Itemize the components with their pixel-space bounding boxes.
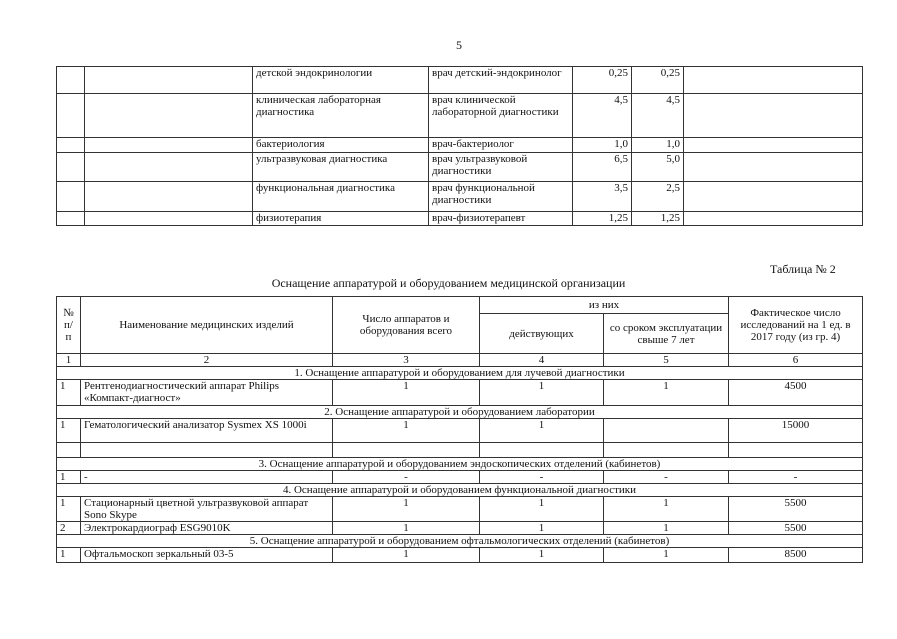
active-cell: 1 bbox=[480, 419, 604, 443]
position-cell: врач ультразвуковой диагностики bbox=[429, 153, 573, 182]
old-cell bbox=[604, 419, 729, 443]
table-row bbox=[57, 153, 863, 182]
col-index: 4 bbox=[480, 354, 604, 367]
value-cell: 1,0 bbox=[573, 138, 632, 153]
active-cell: 1 bbox=[480, 380, 604, 406]
row-num: 1 bbox=[57, 419, 81, 443]
header-row bbox=[57, 297, 863, 314]
col-index: 3 bbox=[333, 354, 480, 367]
section-title: 2. Оснащение аппаратурой и оборудованием лаборатории bbox=[57, 406, 863, 419]
specialty-cell: клиническая лабораторная диагностика bbox=[253, 94, 429, 138]
table-title: Оснащение аппаратурой и оборудованием медицинской организации bbox=[271, 276, 626, 290]
total-cell: 1 bbox=[333, 497, 480, 522]
value-cell: 4,5 bbox=[632, 94, 684, 138]
value-cell: 1,25 bbox=[573, 212, 632, 226]
staff-table bbox=[56, 66, 863, 226]
device-name: Стационарный цветной ультразвуковой аппарат Sono Skype bbox=[81, 497, 333, 522]
actual-cell: 4500 bbox=[729, 380, 863, 406]
header-name: Наименование медицинских изделий bbox=[81, 297, 333, 354]
section-row bbox=[57, 535, 863, 548]
position-cell: врач клинической лабораторной диагностики bbox=[429, 94, 573, 138]
value-cell: 0,25 bbox=[573, 67, 632, 94]
total-cell: - bbox=[333, 471, 480, 484]
total-cell: 1 bbox=[333, 419, 480, 443]
col-index: 2 bbox=[81, 354, 333, 367]
actual-cell: 15000 bbox=[729, 419, 863, 443]
position-cell: врач-бактериолог bbox=[429, 138, 573, 153]
table-row bbox=[57, 522, 863, 535]
active-cell: 1 bbox=[480, 548, 604, 563]
table-label: Таблица № 2 bbox=[770, 262, 836, 276]
header-actual: Фактическое число исследований на 1 ед. в 2017 году (из гр. 4) bbox=[729, 297, 863, 354]
old-cell: 1 bbox=[604, 380, 729, 406]
value-cell: 6,5 bbox=[573, 153, 632, 182]
section-row bbox=[57, 484, 863, 497]
total-cell: 1 bbox=[333, 522, 480, 535]
header-of-them: из них bbox=[480, 297, 729, 314]
value-cell: 0,25 bbox=[632, 67, 684, 94]
table-row bbox=[57, 138, 863, 153]
value-cell: 5,0 bbox=[632, 153, 684, 182]
table-row bbox=[57, 548, 863, 563]
table-row bbox=[57, 380, 863, 406]
specialty-cell: бактериология bbox=[253, 138, 429, 153]
row-num: 1 bbox=[57, 497, 81, 522]
old-cell: 1 bbox=[604, 522, 729, 535]
section-title: 5. Оснащение аппаратурой и оборудованием офтальмологических отделений (кабинетов) bbox=[57, 535, 863, 548]
table-row bbox=[57, 182, 863, 212]
header-total: Число аппаратов и оборудования всего bbox=[333, 297, 480, 354]
value-cell: 4,5 bbox=[573, 94, 632, 138]
specialty-cell: ультразвуковая диагностика bbox=[253, 153, 429, 182]
table-row bbox=[57, 67, 863, 94]
table-row bbox=[57, 443, 863, 458]
device-name: Офтальмоскоп зеркальный 03-5 bbox=[81, 548, 333, 563]
active-cell: - bbox=[480, 471, 604, 484]
total-cell: 1 bbox=[333, 380, 480, 406]
column-index-row bbox=[57, 354, 863, 367]
page-number: 5 bbox=[456, 38, 462, 52]
specialty-cell: функциональная диагностика bbox=[253, 182, 429, 212]
value-cell: 3,5 bbox=[573, 182, 632, 212]
header-old: со сроком эксплуатации свыше 7 лет bbox=[604, 314, 729, 354]
table-row bbox=[57, 497, 863, 522]
position-cell: врач функциональной диагностики bbox=[429, 182, 573, 212]
old-cell: 1 bbox=[604, 497, 729, 522]
old-cell: 1 bbox=[604, 548, 729, 563]
actual-cell: 8500 bbox=[729, 548, 863, 563]
row-num: 1 bbox=[57, 380, 81, 406]
section-title: 4. Оснащение аппаратурой и оборудованием функциональной диагностики bbox=[57, 484, 863, 497]
device-name: Гематологический анализатор Sysmex XS 1000i bbox=[81, 419, 333, 443]
col-index: 5 bbox=[604, 354, 729, 367]
col-index: 1 bbox=[57, 354, 81, 367]
table-row bbox=[57, 471, 863, 484]
total-cell: 1 bbox=[333, 548, 480, 563]
device-name: - bbox=[81, 471, 333, 484]
device-name: Электрокардиограф ESG9010K bbox=[81, 522, 333, 535]
device-name: Рентгенодиагностический аппарат Philips «Компакт-диагност» bbox=[81, 380, 333, 406]
value-cell: 1,0 bbox=[632, 138, 684, 153]
specialty-cell: детской эндокринологии bbox=[253, 67, 429, 94]
actual-cell: 5500 bbox=[729, 497, 863, 522]
specialty-cell: физиотерапия bbox=[253, 212, 429, 226]
header-active: действующих bbox=[480, 314, 604, 354]
section-title: 3. Оснащение аппаратурой и оборудованием эндоскопических отделений (кабинетов) bbox=[57, 458, 863, 471]
row-num: 1 bbox=[57, 548, 81, 563]
position-cell: врач детский-эндокринолог bbox=[429, 67, 573, 94]
header-num: № п/ п bbox=[57, 297, 81, 354]
col-index: 6 bbox=[729, 354, 863, 367]
position-cell: врач-физиотерапевт bbox=[429, 212, 573, 226]
actual-cell: - bbox=[729, 471, 863, 484]
actual-cell: 5500 bbox=[729, 522, 863, 535]
active-cell: 1 bbox=[480, 522, 604, 535]
section-title: 1. Оснащение аппаратурой и оборудованием для лучевой диагностики bbox=[57, 367, 863, 380]
table-row bbox=[57, 419, 863, 443]
section-row bbox=[57, 406, 863, 419]
value-cell: 2,5 bbox=[632, 182, 684, 212]
value-cell: 1,25 bbox=[632, 212, 684, 226]
row-num: 2 bbox=[57, 522, 81, 535]
active-cell: 1 bbox=[480, 497, 604, 522]
old-cell: - bbox=[604, 471, 729, 484]
table-row bbox=[57, 94, 863, 138]
table-row bbox=[57, 212, 863, 226]
equipment-table bbox=[56, 296, 863, 563]
section-row bbox=[57, 367, 863, 380]
row-num: 1 bbox=[57, 471, 81, 484]
section-row bbox=[57, 458, 863, 471]
